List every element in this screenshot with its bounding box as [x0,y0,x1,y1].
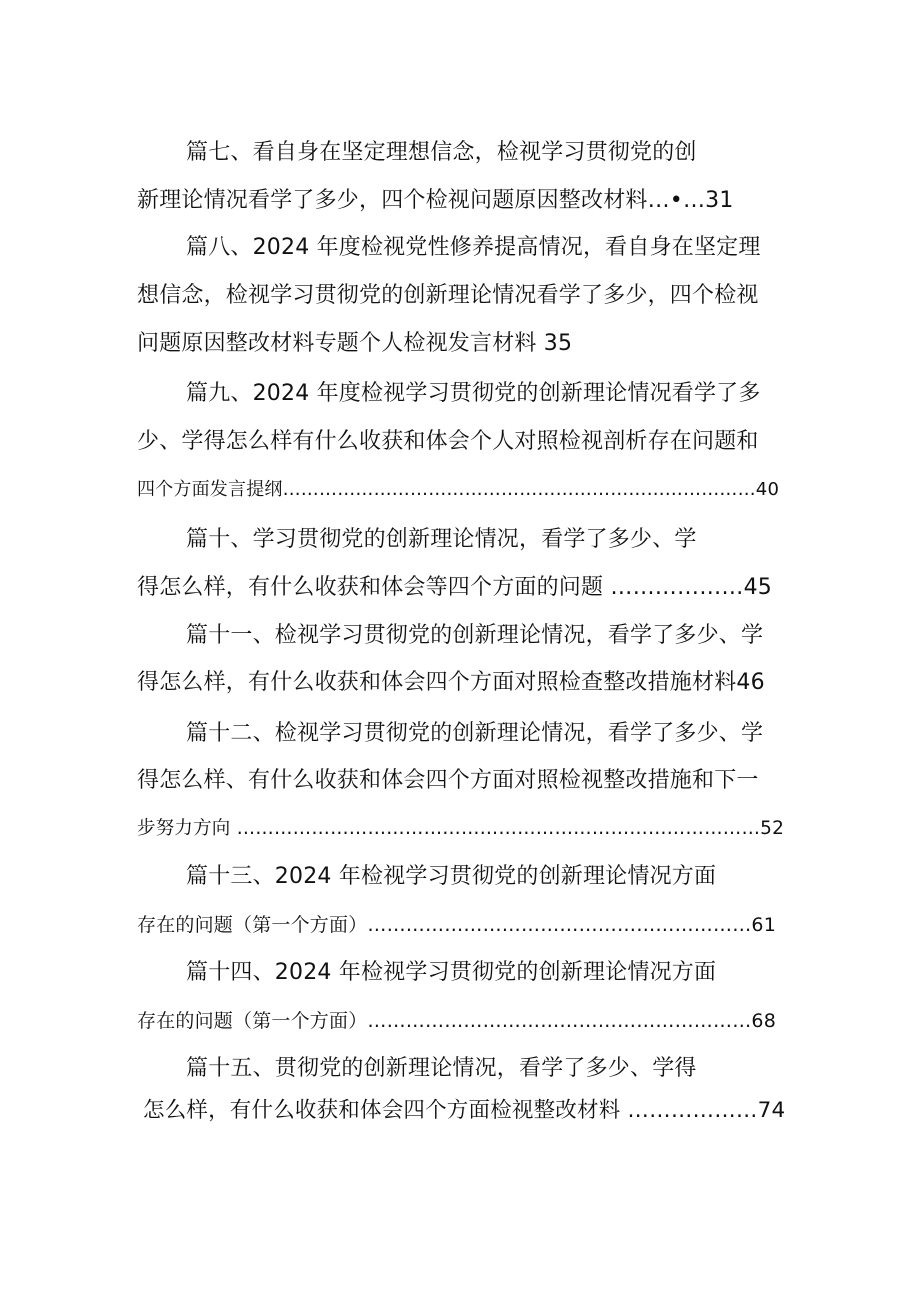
toc-entry-11-line-1[interactable]: 篇十一、检视学习贯彻党的创新理论情况，看学了多少、学 [186,623,764,648]
toc-entry-12-line-2[interactable]: 得怎么样、有什么收获和体会四个方面对照检视整改措施和下一 [137,768,759,793]
toc-entry-9-line-2[interactable]: 少、学得怎么样有什么收获和体会个人对照检视剖析存在问题和 [137,429,759,454]
toc-entry-15-line-2[interactable]: 怎么样，有什么收获和体会四个方面检视整改材料 ………………74 [143,1098,786,1123]
toc-entry-7-line-1[interactable]: 篇七、看自身在坚定理想信念，检视学习贯彻党的创 [186,140,697,165]
toc-entry-12-line-1[interactable]: 篇十二、检视学习贯彻党的创新理论情况，看学了多少、学 [186,721,764,746]
toc-entry-11-line-2[interactable]: 得怎么样，有什么收获和体会四个方面对照检查整改措施材料46 [137,670,765,695]
toc-entry-10-line-2[interactable]: 得怎么样，有什么收获和体会等四个方面的问题 ………………45 [137,575,772,600]
toc-entry-12-line-3[interactable]: 步努力方向 …………………………………………………………………………52 [137,818,785,839]
toc-entry-14-line-2[interactable]: 存在的问题（第一个方面）……………………………………………………68 [137,1010,776,1032]
toc-entry-9-line-1[interactable]: 篇九、2024 年度检视学习贯彻党的创新理论情况看学了多 [186,381,761,406]
toc-entry-8-line-1[interactable]: 篇八、2024 年度检视党性修养提高情况，看自身在坚定理 [186,235,761,260]
toc-entry-15-line-1[interactable]: 篇十五、贯彻党的创新理论情况，看学了多少、学得 [186,1056,697,1081]
toc-entry-8-line-2[interactable]: 想信念，检视学习贯彻党的创新理论情况看学了多少，四个检视 [137,283,759,308]
toc-entry-14-line-1[interactable]: 篇十四、2024 年检视学习贯彻党的创新理论情况方面 [186,960,717,985]
toc-entry-8-line-3[interactable]: 问题原因整改材料专题个人检视发言材料 35 [137,331,573,356]
toc-entry-13-line-2[interactable]: 存在的问题（第一个方面）……………………………………………………61 [137,914,776,936]
toc-entry-10-line-1[interactable]: 篇十、学习贯彻党的创新理论情况，看学了多少、学 [186,527,697,552]
toc-entry-7-line-2[interactable]: 新理论情况看学了多少，四个检视问题原因整改材料…•…31 [137,188,734,213]
toc-entry-13-line-1[interactable]: 篇十三、2024 年检视学习贯彻党的创新理论情况方面 [186,864,717,889]
toc-entry-9-line-3[interactable]: 四个方面发言提纲……………………………………………………………………40 [137,479,780,500]
